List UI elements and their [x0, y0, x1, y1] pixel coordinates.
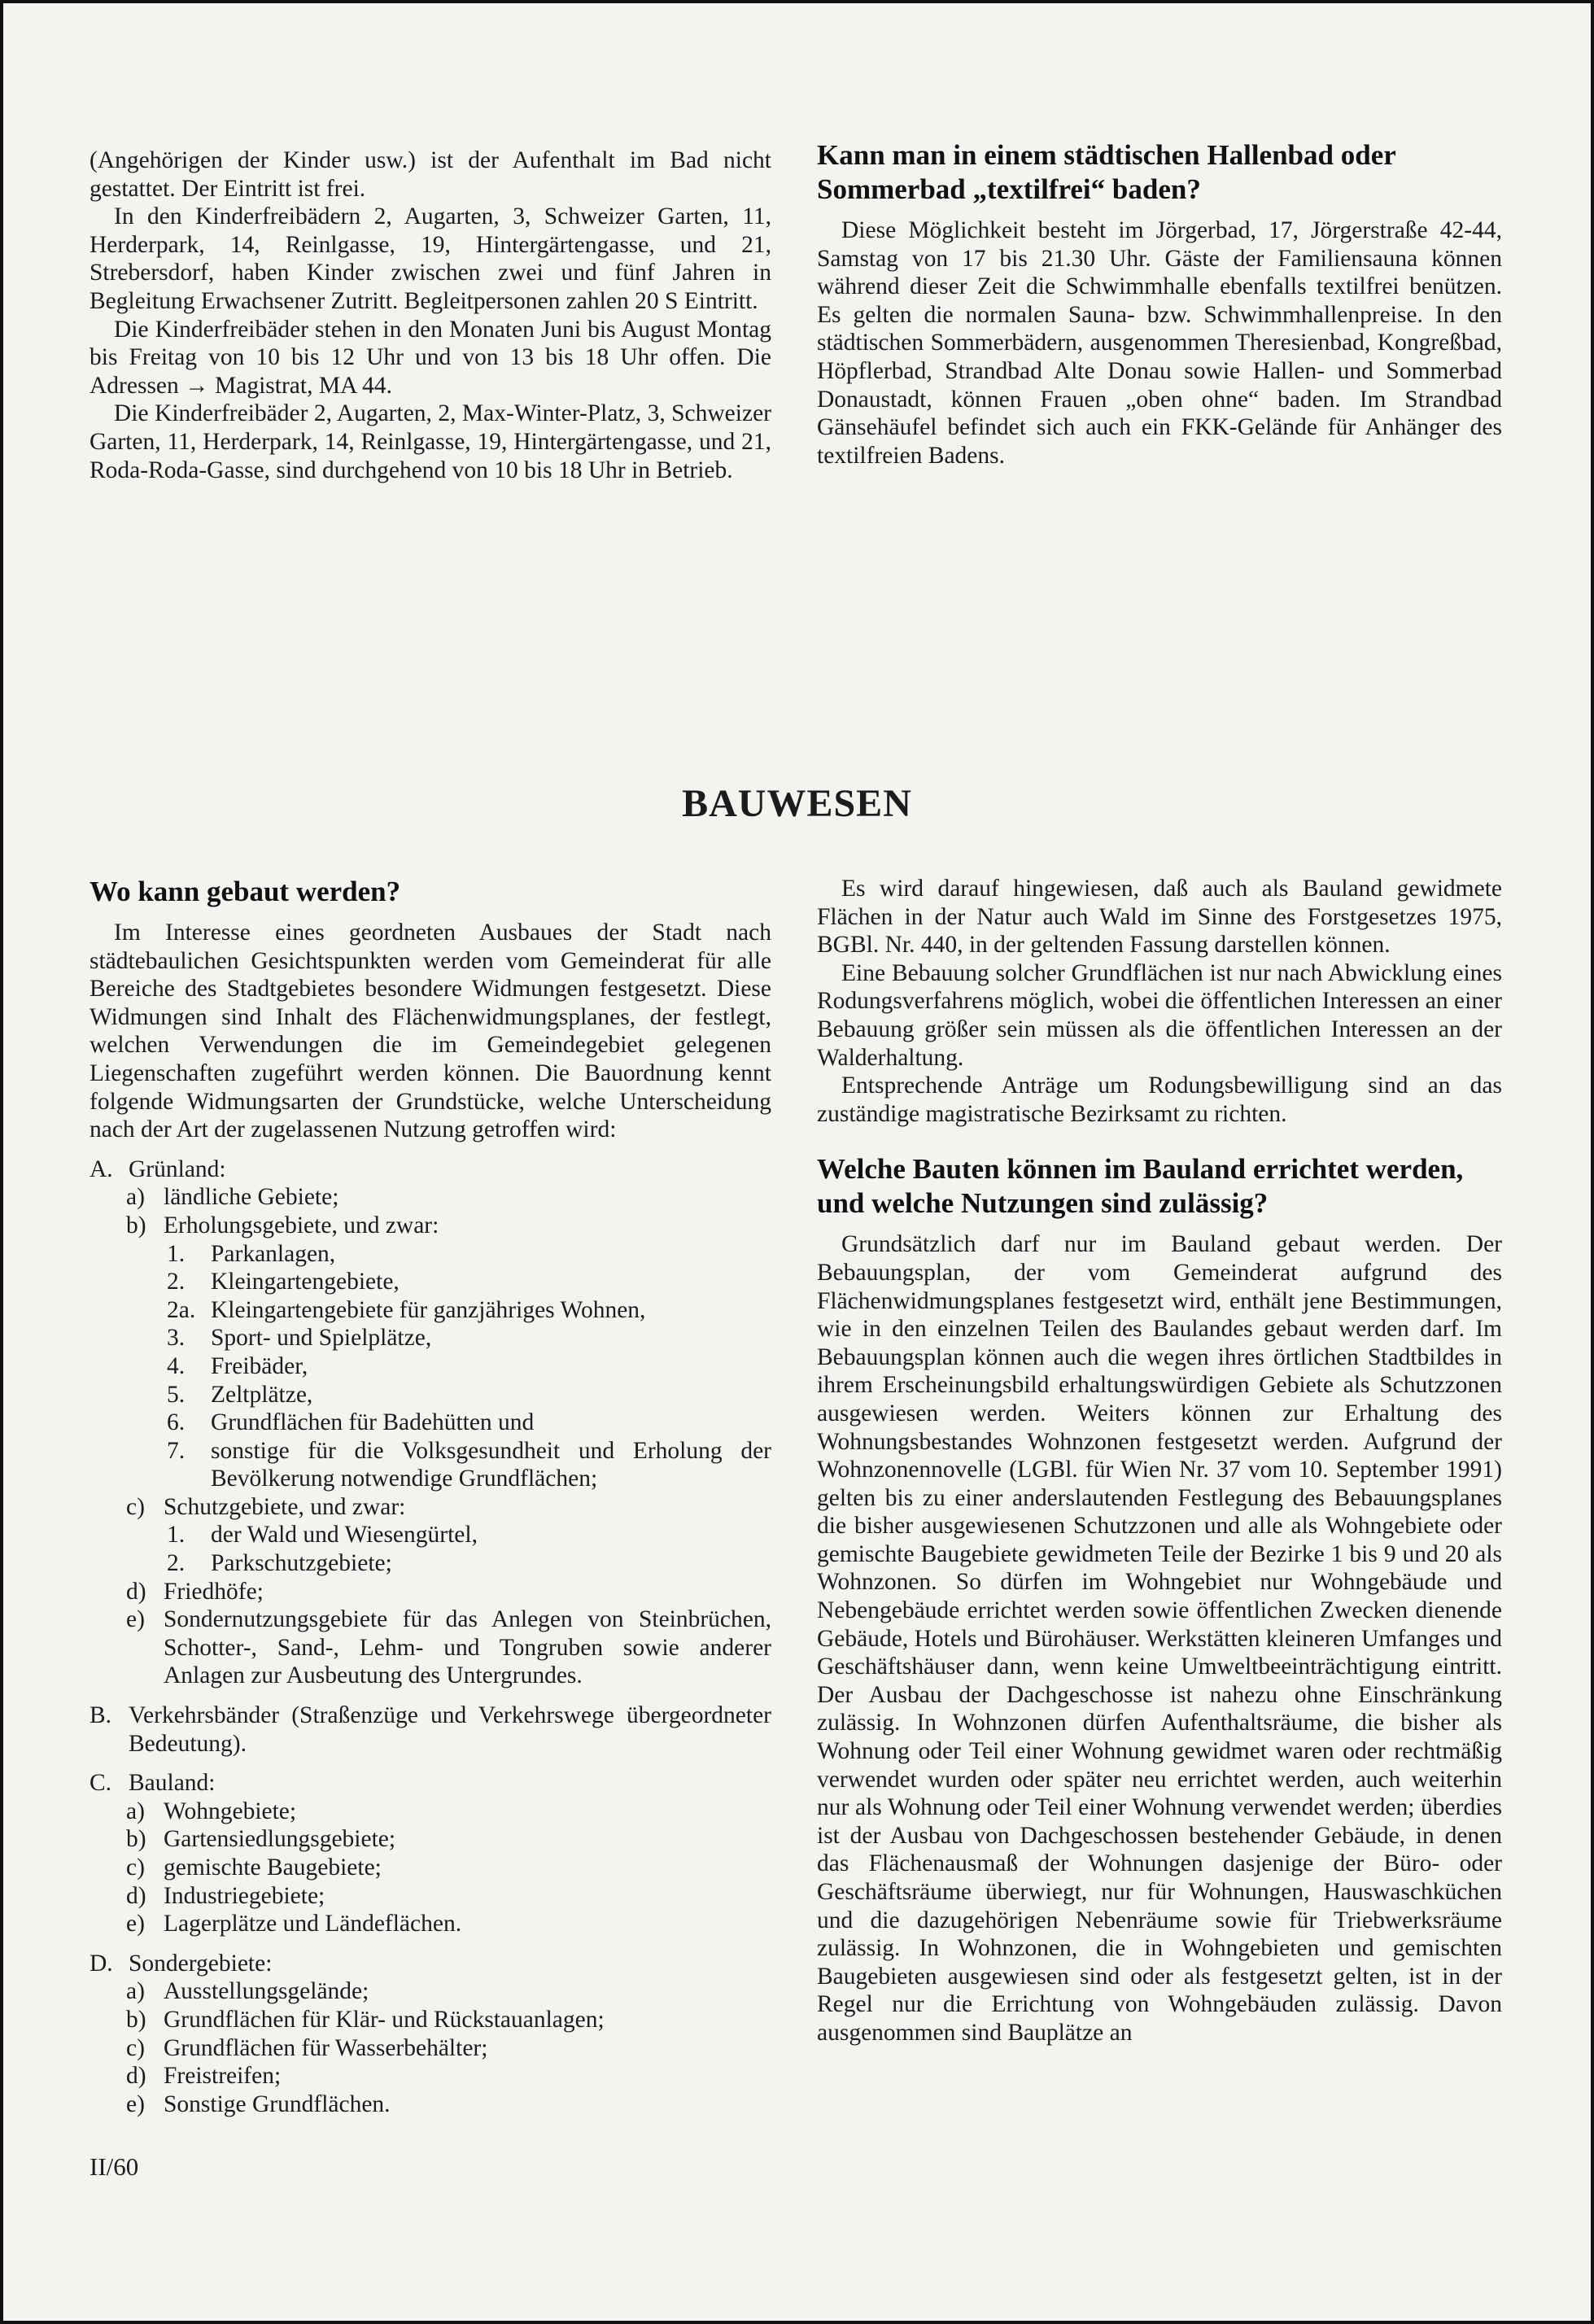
- paragraph: Es wird darauf hingewiesen, daß auch als Bauland gewidmete Flächen in der Natur auch Wald im Sinne des Forstgesetzes 1975, BGBl. Nr. 440, in der geltenden Fassung darstellen können.: [817, 876, 1502, 959]
- paragraph: Diese Möglichkeit besteht im Jörgerbad, 17, Jörgerstraße 42-44, Samstag von 17 bis 21.30 Uhr. Gäste der Familiensauna können während dieser Zeit die Schwimmhalle ebenfalls textilfrei benützen. Es gelten die normalen Sauna- bzw. Schwimmhallenpreise. In den städtischen Sommerbädern, ausgenommen Theresienbad, Kongreßbad, Höpflerbad, Strandbad Alte Donau sowie Hallen- und Sommerbad Donaustadt, können Frauen „oben ohne“ baden. Im Strandbad Gänsehäufel befindet sich auch ein FKK-Gelände für Anhänger des textilfreien Badens.: [817, 217, 1502, 469]
- paragraph: In den Kinderfreibädern 2, Augarten, 3, Schweizer Garten, 11, Herderpark, 14, Reinlgasse, 19, Hintergärtengasse, und 21, Strebersdorf, haben Kinder zwischen zwei und fünf Jahren in Begleitung Erwachsener Zutritt. Begleitpersonen zahlen 20 S Eintritt.: [90, 203, 771, 314]
- list-item: c) Schutzgebiete, und zwar:: [126, 1493, 406, 1520]
- list-item: 2. Kleingartengebiete,: [167, 1269, 400, 1295]
- list-item: 5. Zeltplätze,: [167, 1381, 313, 1408]
- list-item: 2. Parkschutzgebiete;: [167, 1550, 392, 1577]
- paragraph: (Angehörigen der Kinder usw.) ist der Aufenthalt im Bad nicht gestattet. Der Eintritt ist frei.: [90, 147, 771, 202]
- list-item: 6. Grundflächen für Badehütten und: [167, 1409, 535, 1436]
- section-heading: Kann man in einem städtischen Hallenbad oder Sommerbad „textilfrei“ baden?: [817, 139, 1396, 205]
- top-right-column: [817, 138, 1502, 470]
- list-item: 1. der Wald und Wiesengürtel,: [167, 1522, 478, 1549]
- paragraph: Die Kinderfreibäder 2, Augarten, 2, Max-Winter-Platz, 3, Schweizer Garten, 11, Herderpark, 14, Reinlgasse, 19, Hintergärtengasse, und 21, Roda-Roda-Gasse, sind durchgehend von 10 bis 18 Uhr in Betrieb.: [90, 400, 771, 483]
- list-item: 1. Parkanlagen,: [167, 1240, 336, 1267]
- paragraph: Grundsätzlich darf nur im Bauland gebaut werden. Der Bebauungsplan, der vom Gemeinderat aufgrund des Flächenwidmungsplanes festgesetzt wird, enthält jene Bestimmungen, wie in den einzelnen Teilen des Baulandes gebaut werden darf. Im Bebauungsplan können auch die wegen ihres örtlichen Stadtbildes in ihrem Erscheinungsbild erhaltungswürdigen Gebiete als Schutzzonen ausgewiesen werden. Weiters können zur Erhaltung des Wohnungsbestandes Wohnzonen festgesetzt werden. Aufgrund der Wohnzonennovelle (LGBl. für Wien Nr. 37 vom 10. September 1991) gelten bis zu einer anderslautenden Festlegung des Bebauungsplanes die bisher ausgewiesenen Schutzzonen und alle als Wohngebiete oder gemischte Baugebiete gewidmeten Teile der Bezirke 1 bis 9 und 20 als Wohnzonen. So dürfen im Wohngebiet nur Wohngebäude und Nebengebäude errichtet werden sowie öffentlichen Zwecken dienende Gebäude, Hotels und Bürohäuser. Werkstätten kleineren Umfanges und Geschäftshäuser dann, wenn keine Umweltbeeinträchtigung eintritt. Der Ausbau der Dachgeschosse ist nahezu ohne Einschränkung zulässig. In Wohnzonen dürfen Aufenthaltsräume, die bisher als Wohnung oder Teil einer Wohnung gewidmet waren oder rechtmäßig verwendet wurden oder später neu errichtet werden, auch weiterhin nur als Wohnung oder Teil einer Wohnung verwendet werden; überdies ist der Ausbau von Dachgeschossen bestehender Gebäude, in denen das Flächenausmaß der Wohnungen dasjenige der Büro- oder Geschäftsräume überwiegt, nur für Wohnungen, Hauswaschküchen und die dazugehörigen Nebenräume sowie für Triebwerksräume zulässig. In Wohnzonen, die in Wohngebieten und gemischten Baugebieten ausgewiesen sind oder als festgesetzt gelten, ist in der Regel nur die Errichtung von Wohngebäuden zulässig. Davon ausgenommen sind Bauplätze an: [817, 1231, 1502, 2046]
- list-item: c) gemischte Baugebiete;: [126, 1854, 382, 1881]
- paragraph: Die Kinderfreibäder stehen in den Monaten Juni bis August Montag bis Freitag von 10 bis 12 Uhr und von 13 bis 18 Uhr offen. Die Adressen → Magistrat, MA 44.: [90, 316, 771, 399]
- list-item: A. Grünland:: [90, 1155, 226, 1182]
- paragraph: Im Interesse eines geordneten Ausbaues der Stadt nach städtebaulichen Gesichtspunkten werden vom Gemeinderat für alle Bereiche des Stadtgebietes besondere Widmungen festgesetzt. Diese Widmungen sind Inhalt des Flächenwidmungsplanes, der festlegt, welchen Verwendungen die im Gemeindegebiet gelegenen Liegenschaften zugeführt werden können. Die Bauordnung kennt folgende Widmungsarten der Grundstücke, welche Unterscheidung nach der Art der zugelassenen Nutzung getroffen wird:: [90, 920, 771, 1143]
- list-item: a) Wohngebiete;: [126, 1798, 297, 1824]
- paragraph: Eine Bebauung solcher Grundflächen ist nur nach Abwicklung eines Rodungsverfahrens möglich, wobei die öffentlichen Interessen an einer Bebauung größer sein müssen als die öffentlichen Interessen an der Walderhaltung.: [817, 959, 1502, 1071]
- list-item: 3. Sport- und Spielplätze,: [167, 1325, 432, 1352]
- page-number: II/60: [90, 2152, 139, 2181]
- list-item: c) Grundflächen für Wasserbehälter;: [126, 2034, 488, 2061]
- list-item: e) Sondernutzungsgebiete für das Anlegen von Steinbrüchen, Schotter-, Sand-, Lehm- und Tongruben sowie anderer Anlagen zur Ausbeutung des Untergrundes.: [126, 1606, 771, 1689]
- list-item: 2a. Kleingartengebiete für ganzjähriges Wohnen,: [167, 1296, 646, 1323]
- list-item: d) Freistreifen;: [126, 2063, 282, 2090]
- section-title: BAUWESEN: [682, 782, 912, 825]
- list-item: b) Erholungsgebiete, und zwar:: [126, 1212, 439, 1238]
- section-heading: Wo kann gebaut werden?: [90, 876, 401, 907]
- list-item: b) Gartensiedlungsgebiete;: [126, 1826, 396, 1853]
- list-item: 7. sonstige für die Volksgesundheit und Erholung der Bevölkerung notwendige Grundflächen;: [167, 1437, 771, 1492]
- paragraph: Entsprechende Anträge um Rodungsbewilligung sind an das zuständige magistratische Bezirksamt zu richten.: [817, 1072, 1502, 1127]
- zoning-list: [90, 1155, 771, 2119]
- list-item: d) Industriegebiete;: [126, 1882, 325, 1909]
- bottom-left-column: [90, 875, 771, 2118]
- list-item: D. Sondergebiete:: [90, 1950, 273, 1977]
- list-item: B. Verkehrsbänder (Straßenzüge und Verkehrswege übergeordneter Bedeutung).: [90, 1702, 771, 1757]
- list-item: e) Sonstige Grundflächen.: [126, 2090, 391, 2117]
- list-item: a) ländliche Gebiete;: [126, 1184, 339, 1211]
- list-item: C. Bauland:: [90, 1770, 216, 1797]
- list-item: b) Grundflächen für Klär- und Rückstauanlagen;: [126, 2006, 605, 2033]
- list-item: 4. Freibäder,: [167, 1352, 308, 1379]
- section-heading: Welche Bauten können im Bauland errichtet werden, und welche Nutzungen sind zulässig?: [817, 1153, 1464, 1220]
- list-item: a) Ausstellungsgelände;: [126, 1978, 369, 2005]
- list-item: d) Friedhöfe;: [126, 1578, 264, 1605]
- list-item: e) Lagerplätze und Ländeflächen.: [126, 1911, 462, 1937]
- top-left-column: [90, 146, 771, 484]
- bottom-right-column: [817, 875, 1502, 2047]
